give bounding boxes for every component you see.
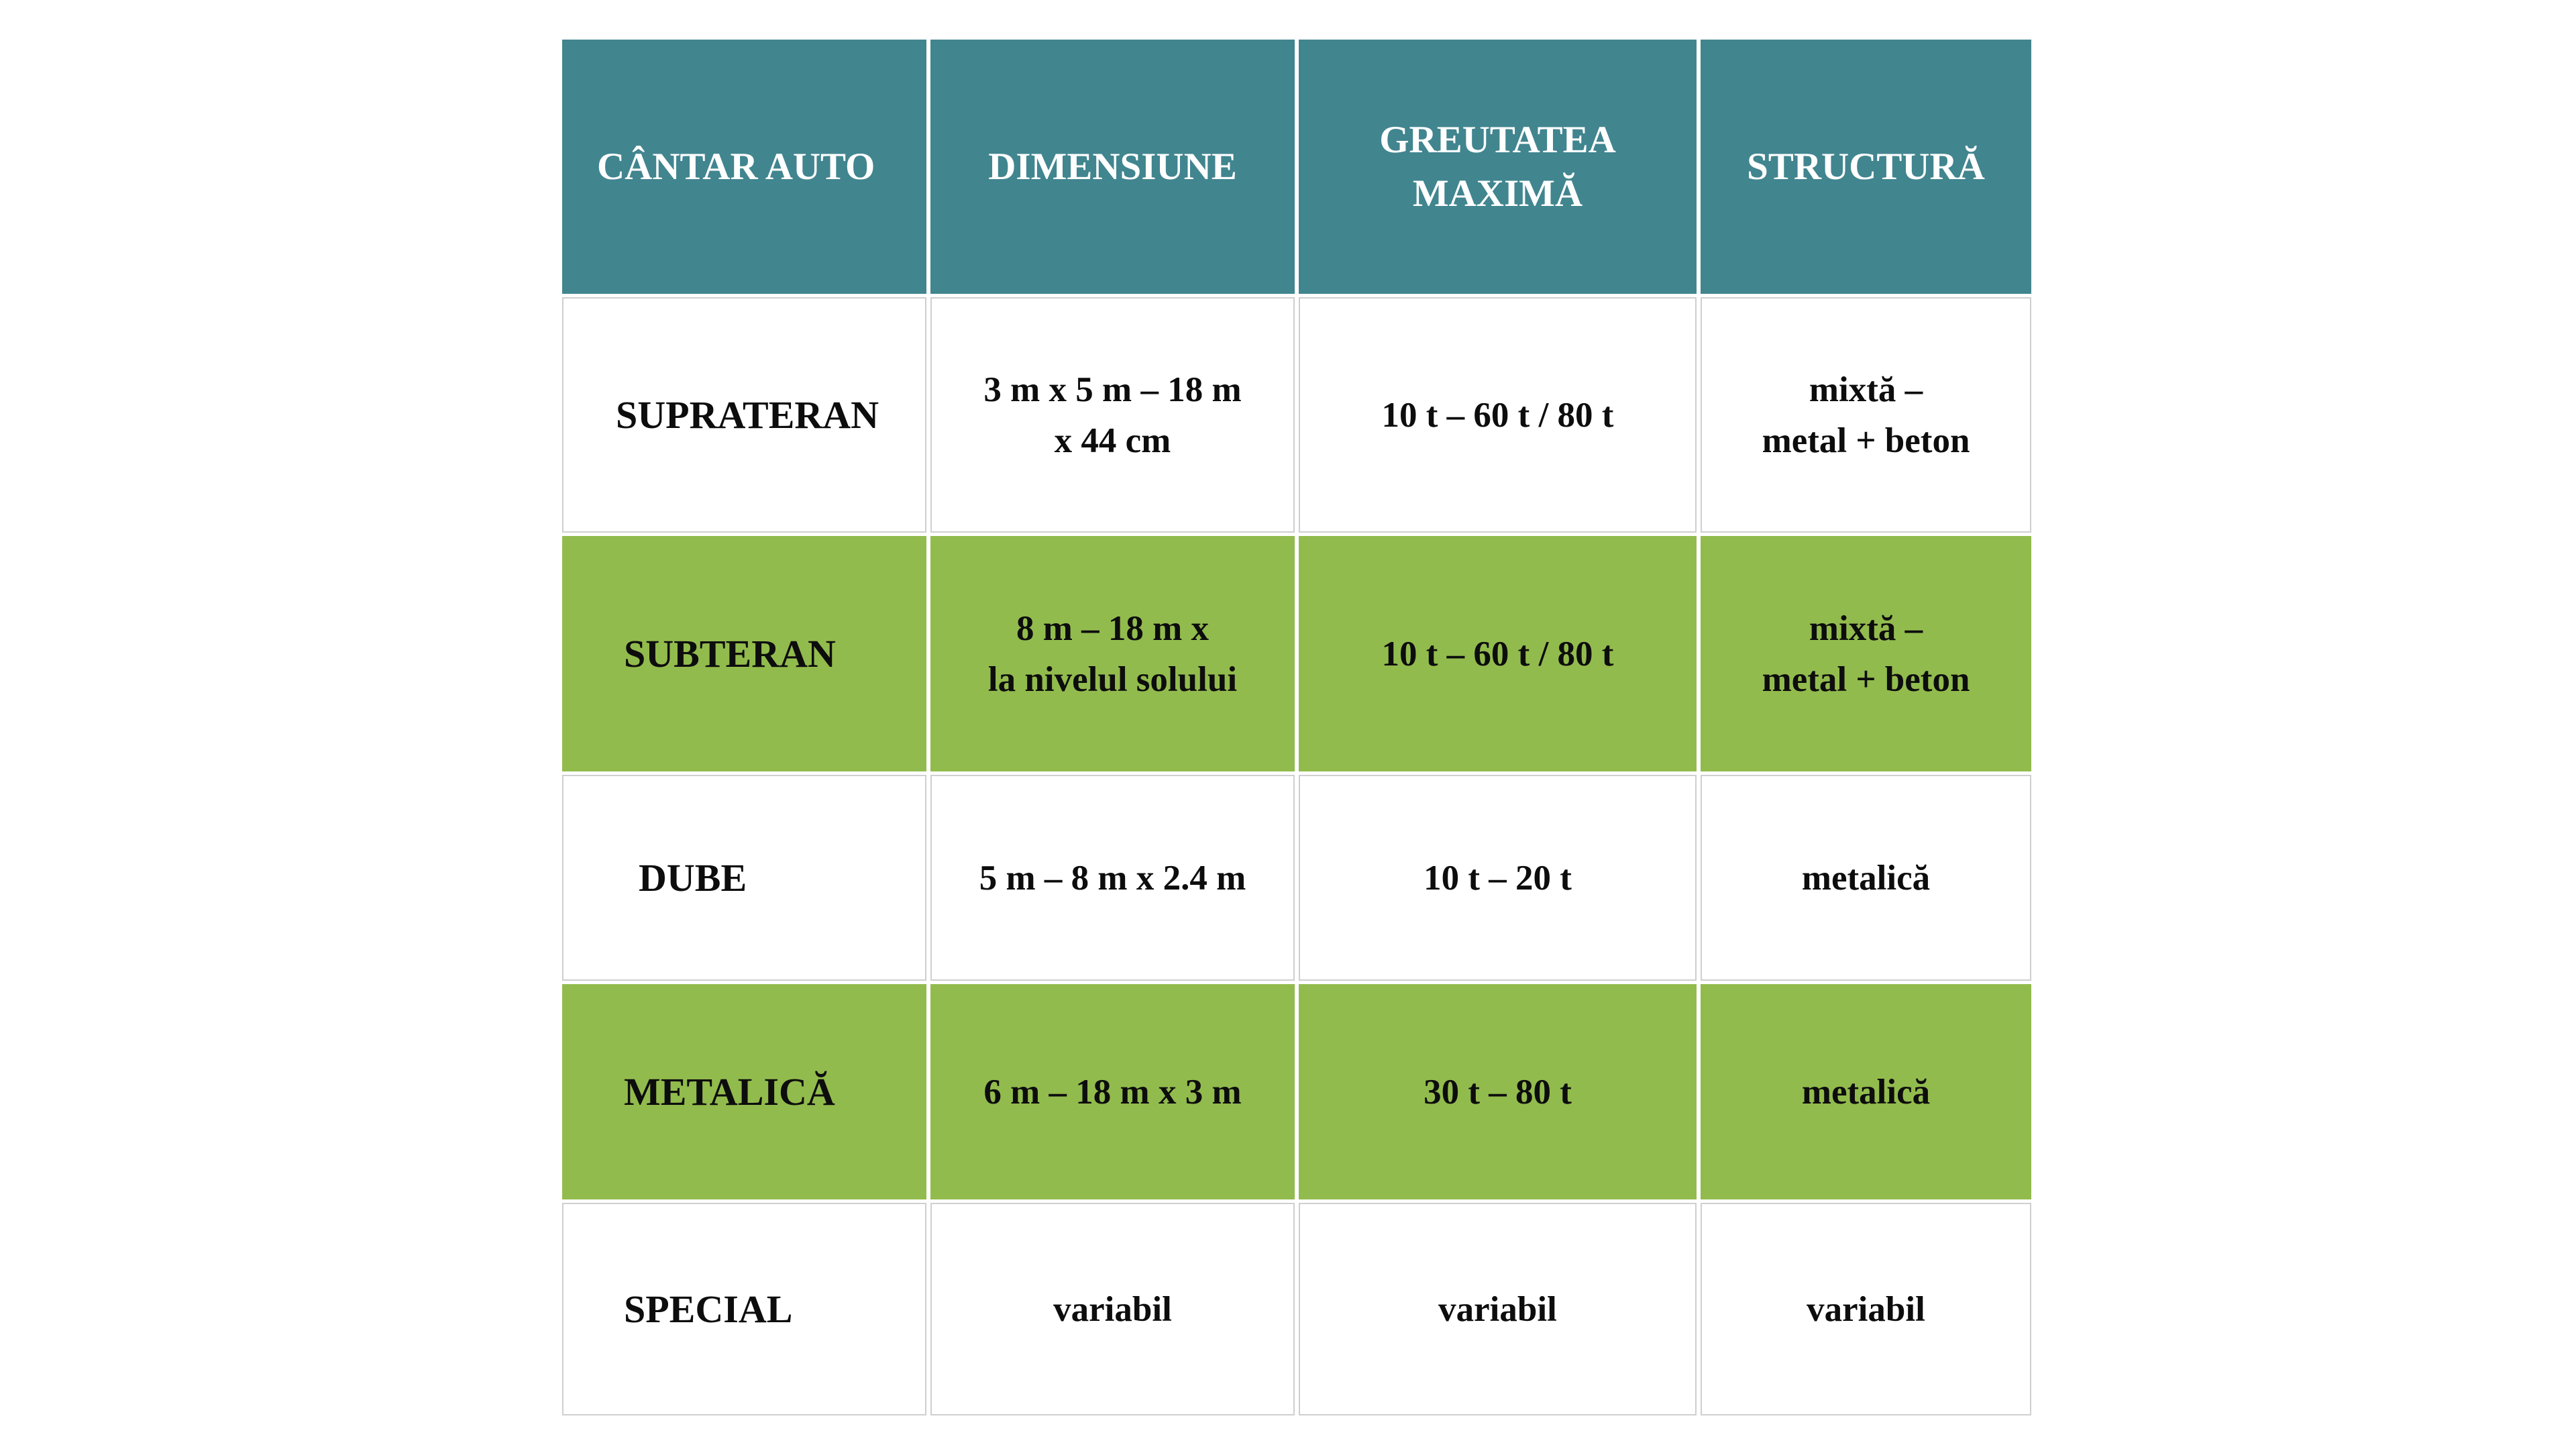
cell-dimensiune: 8 m – 18 m x la nivelul solului: [930, 536, 1295, 771]
cell-dimensiune: variabil: [930, 1203, 1295, 1415]
header-greutatea-maxima: GREUTATEA MAXIMĂ: [1299, 40, 1697, 294]
cell-structura: mixtă – metal + beton: [1701, 536, 2031, 771]
cell-structura: variabil: [1701, 1203, 2031, 1415]
cell-dimensiune: 3 m x 5 m – 18 m x 44 cm: [930, 297, 1295, 533]
cell-dimensiune: 5 m – 8 m x 2.4 m: [930, 775, 1295, 981]
cell-greutate: 30 t – 80 t: [1299, 984, 1697, 1199]
row-label-suprateran: SUPRATERAN: [562, 297, 926, 533]
comparison-table: [562, 40, 2031, 1415]
cell-structura: mixtă – metal + beton: [1701, 297, 2031, 533]
row-label-subteran: SUBTERAN: [562, 536, 926, 771]
row-label-dube: DUBE: [562, 775, 926, 981]
header-structura: STRUCTURĂ: [1701, 40, 2031, 294]
cell-dimensiune: 6 m – 18 m x 3 m: [930, 984, 1295, 1199]
cell-structura: metalică: [1701, 775, 2031, 981]
cell-greutate: variabil: [1299, 1203, 1697, 1415]
row-label-special: SPECIAL: [562, 1203, 926, 1415]
cell-greutate: 10 t – 20 t: [1299, 775, 1697, 981]
row-label-metalica: METALICĂ: [562, 984, 926, 1199]
header-dimensiune: DIMENSIUNE: [930, 40, 1295, 294]
header-cantar-auto: CÂNTAR AUTO: [562, 40, 926, 294]
cell-greutate: 10 t – 60 t / 80 t: [1299, 297, 1697, 533]
cell-greutate: 10 t – 60 t / 80 t: [1299, 536, 1697, 771]
cell-structura: metalică: [1701, 984, 2031, 1199]
